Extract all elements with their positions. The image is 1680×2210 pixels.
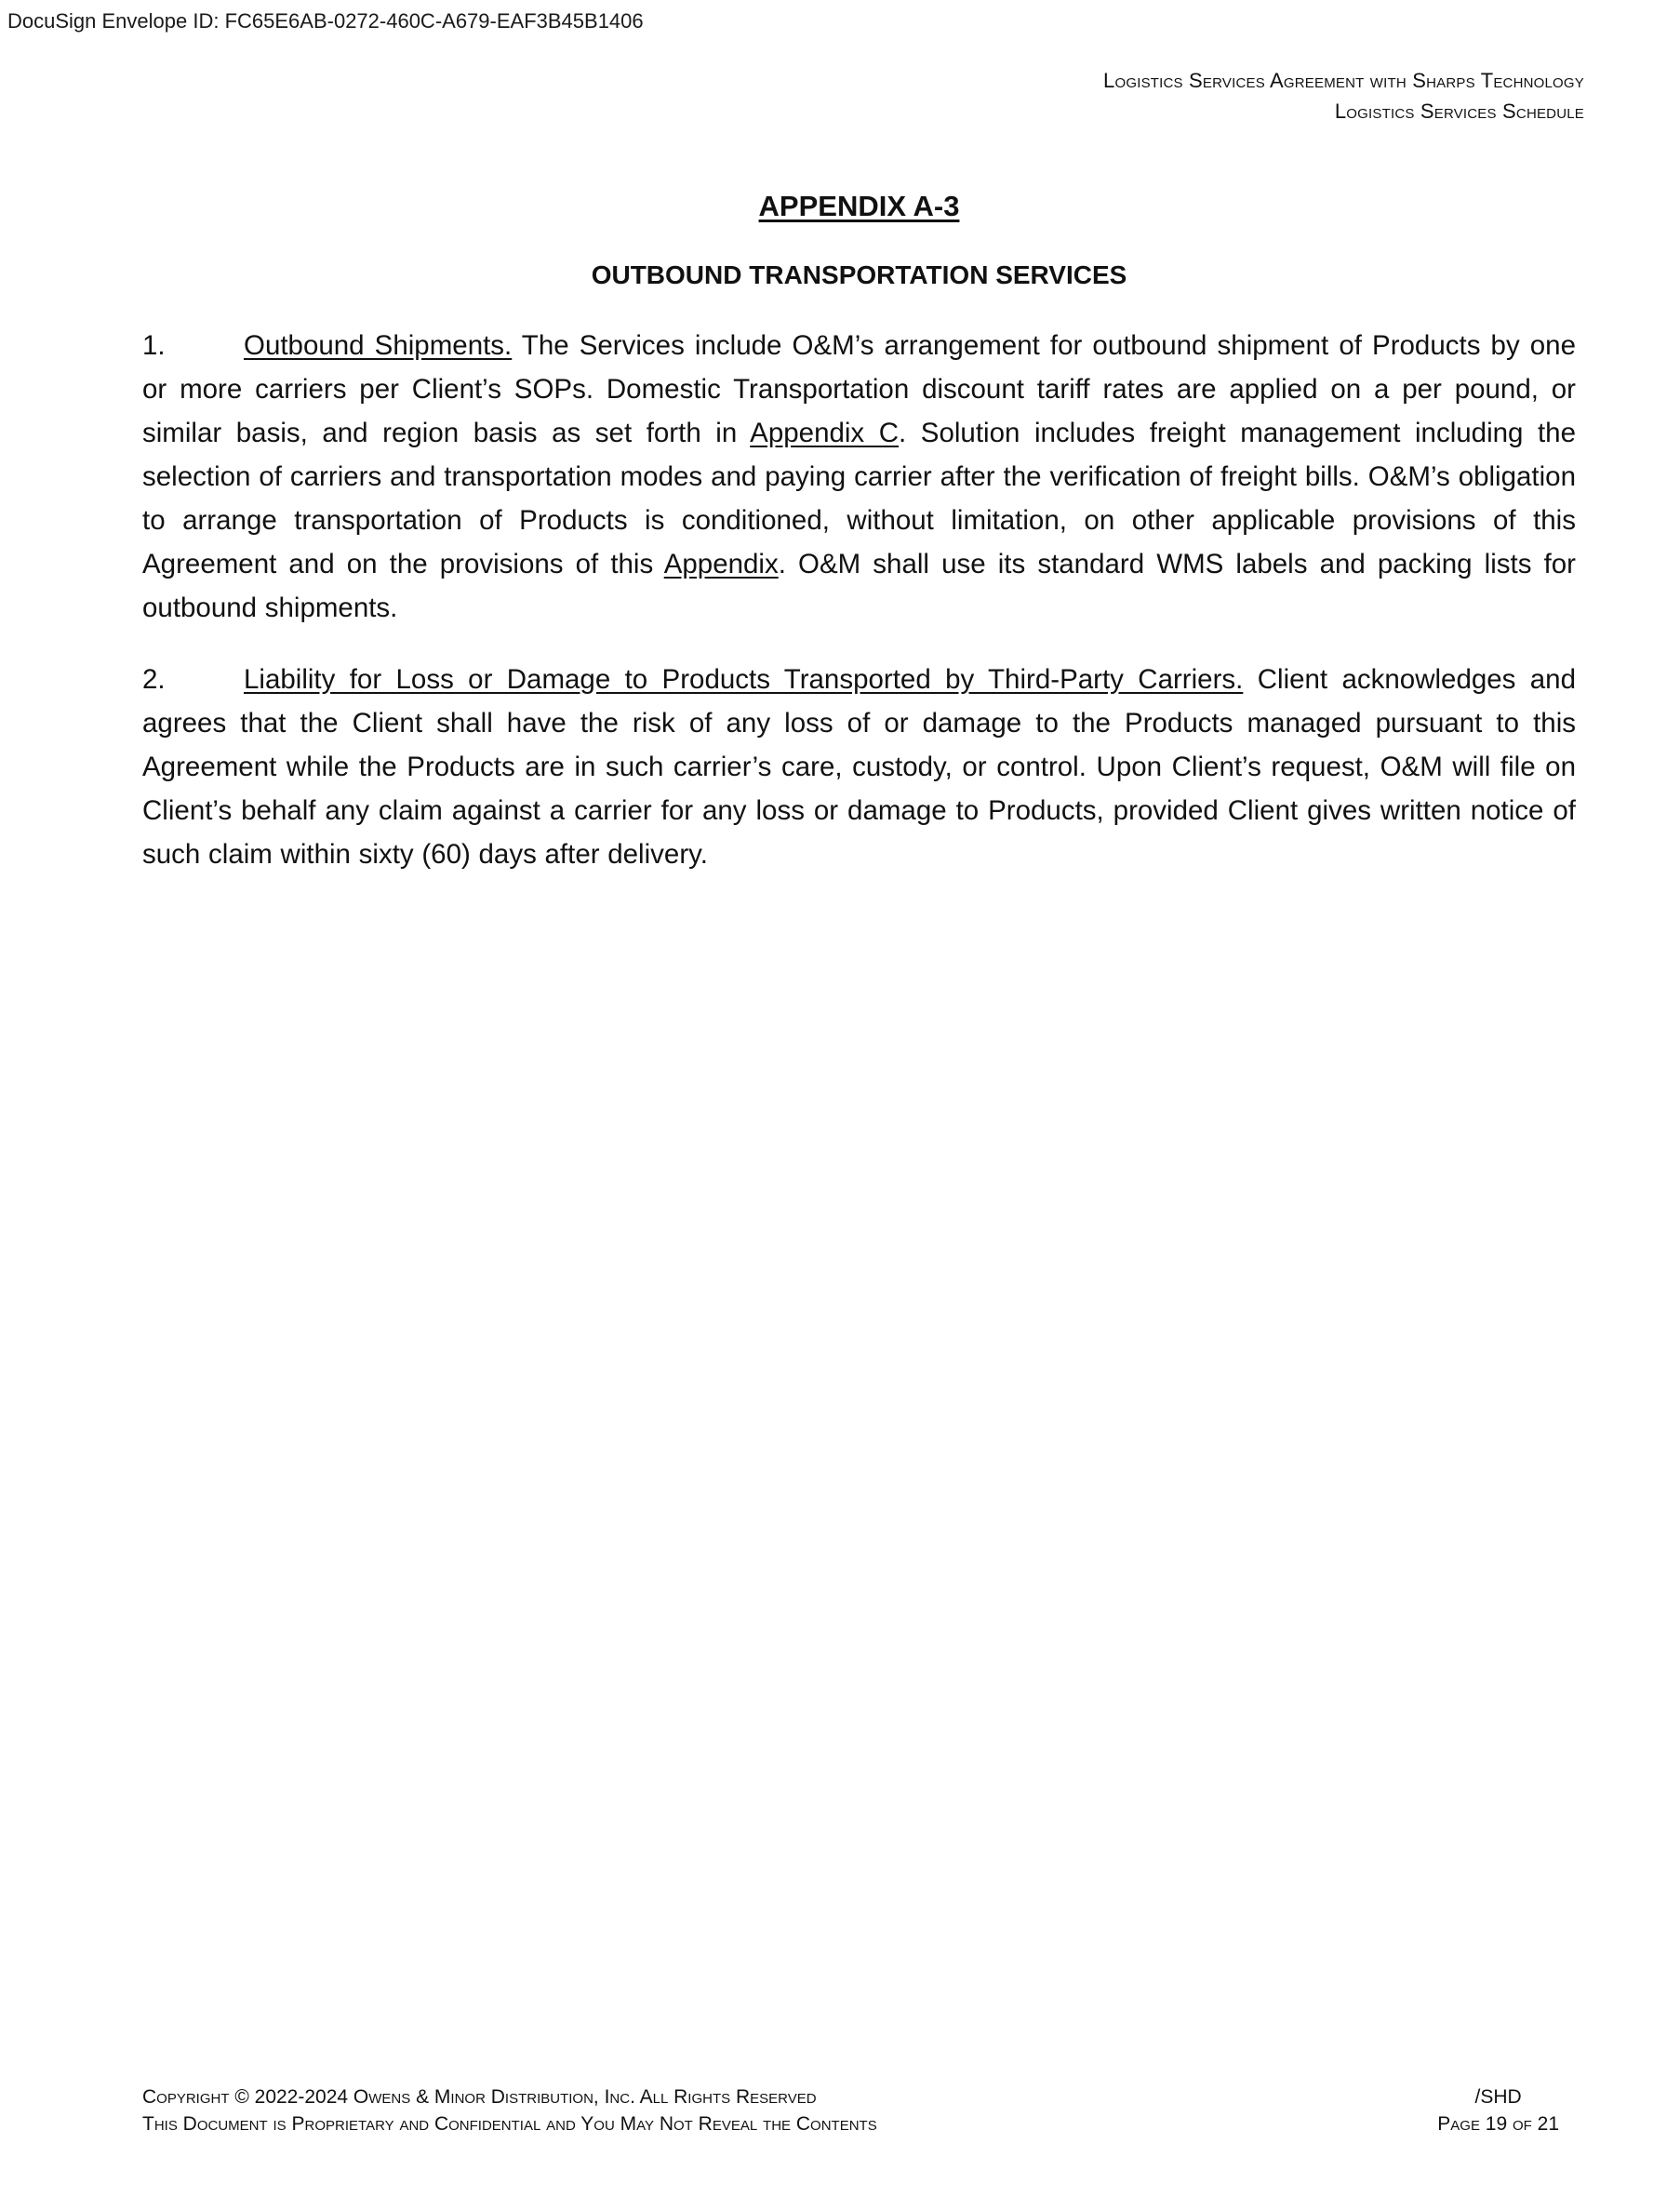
paragraph-text: . Solution includes freight management including the selection of carriers and transportation modes and paying carrier after the verification of freight bills. O&M’s obligation to arrange transportation of Products is conditioned, without limitation, on other applicable provisions of this Agreement and on the provisions of this xyxy=(142,418,1576,579)
paragraph-text: The Services include O&M’s arrangement for outbound shipment of Products by one or more carriers per Client’s SOPs. Domestic Transportation discount tariff rates are applied on a per pound, or similar basis, and region basis as set forth in xyxy=(142,330,1576,448)
header-agreement-title: Logistics Services Agreement with Sharps Technology xyxy=(1103,69,1584,92)
document-body xyxy=(142,184,1576,904)
appendix-reference: Appendix xyxy=(663,549,779,579)
appendix-title: APPENDIX A-3 xyxy=(758,190,960,222)
document-header xyxy=(1103,65,1584,126)
paragraph-outbound-shipments xyxy=(142,324,1576,630)
footer-right xyxy=(1437,2084,1559,2137)
paragraph-number: 2. xyxy=(142,664,166,695)
paragraph-text: Client acknowledges and agrees that the Client shall have the risk of any loss of or damage to the Products managed pursuant to this Agreement while the Products are in such carrier’s care, custody, or control. Upon Client’s request, O&M will file on Client’s behalf any claim against a carrier for any loss or damage to Products, provided Client gives written notice of such claim within sixty (60) days after delivery. xyxy=(142,664,1576,870)
paragraph-heading: Liability for Loss or Damage to Products Transported by Third-Party Carriers. xyxy=(244,664,1244,695)
footer-copyright: Copyright © 2022-2024 Owens & Minor Distribution, Inc. All Rights Reserved xyxy=(142,2086,817,2108)
footer-page-number: Page 19 of 21 xyxy=(1437,2113,1559,2135)
paragraph-number: 1. xyxy=(142,330,166,361)
footer-confidential-notice: This Document is Proprietary and Confidential and You May Not Reveal the Contents xyxy=(142,2113,877,2135)
footer-left xyxy=(142,2084,877,2137)
section-title: OUTBOUND TRANSPORTATION SERVICES xyxy=(591,260,1127,289)
footer-initials: /SHD xyxy=(1474,2086,1522,2108)
header-schedule-title: Logistics Services Schedule xyxy=(1334,100,1584,123)
docusign-envelope-id: DocuSign Envelope ID: FC65E6AB-0272-460C-A679-EAF3B45B1406 xyxy=(7,9,644,33)
paragraph-heading: Outbound Shipments. xyxy=(244,330,513,361)
paragraph-liability xyxy=(142,658,1576,876)
appendix-c-reference: Appendix C xyxy=(750,418,900,448)
paragraph-text: . O&M shall use its standard WMS labels and packing lists for outbound shipments. xyxy=(142,549,1576,623)
